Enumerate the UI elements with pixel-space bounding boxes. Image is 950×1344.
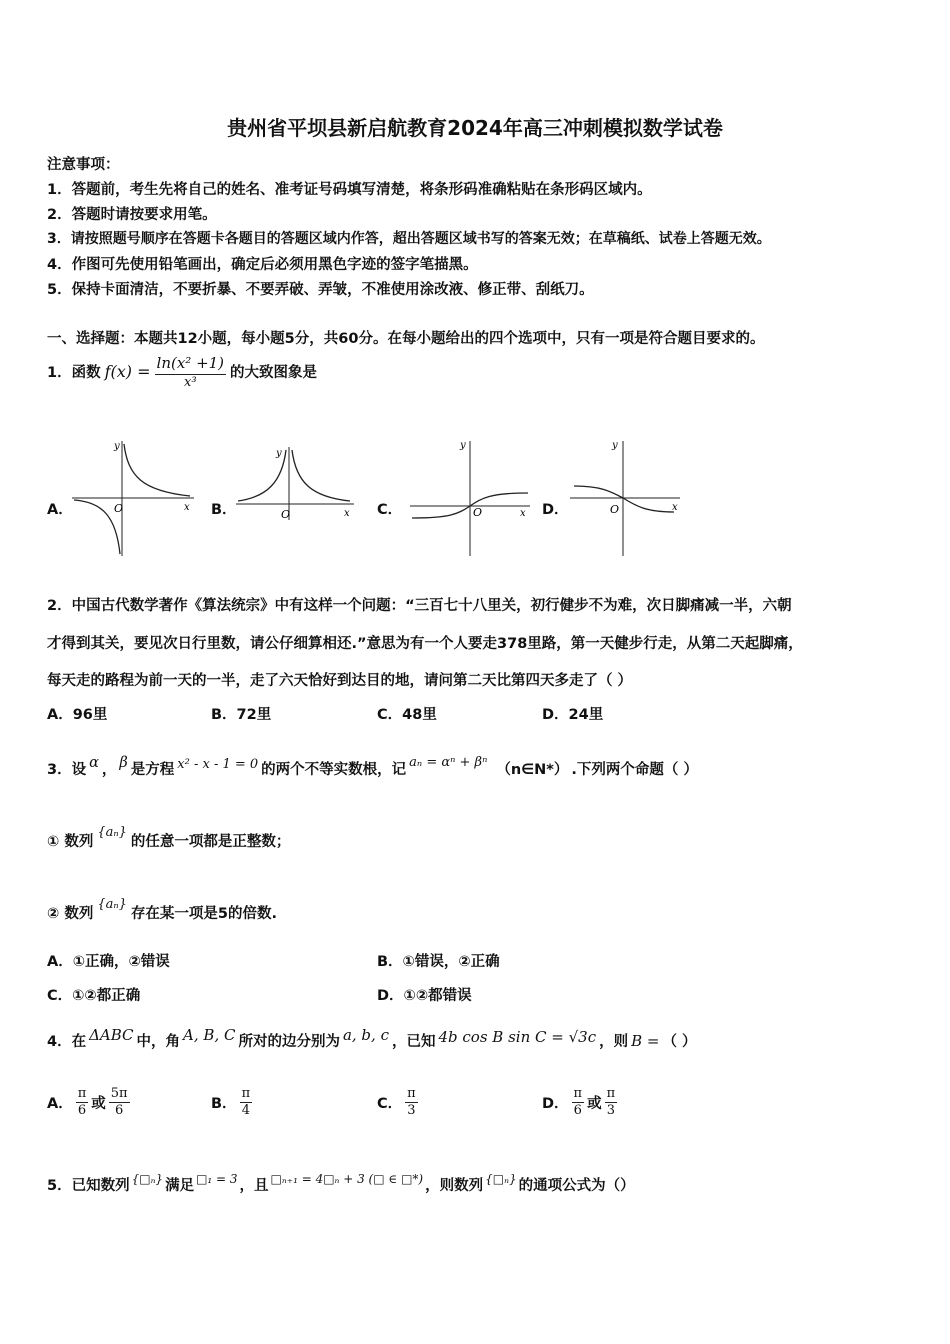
q3-p1-prefix: ① 数列 [47,834,94,850]
q4-option-b [211,1086,252,1119]
question-3 [47,754,698,779]
q4-suffix1: ，则 [599,1034,629,1050]
q3-p1-suffix: 的任意一项都是正整数； [130,834,291,850]
notes-heading: 注意事项： [47,157,120,173]
q4-option-b-label: B． [211,1096,237,1112]
q3-p2-prefix: ② 数列 [47,906,94,922]
q4-b-frac [240,1086,253,1119]
q4-mid1: 中，角 [136,1034,181,1050]
q5-mid2: ，且 [239,1178,269,1194]
q4-d-or: 或 [587,1096,602,1112]
q3-sequence-def: aₙ = αⁿ + βⁿ [409,755,488,770]
q4-a-frac2 [109,1086,130,1119]
q3-option-a: A．①正确，②错误 [47,954,170,970]
q4-sides: a, b, c [342,1025,389,1044]
frac-numerator: π [606,1086,616,1101]
q5-initial: □₁ = 3 [196,1171,238,1186]
question-4 [47,1025,697,1051]
axis-y-label: y [460,440,466,451]
q1-numerator: ln(x² +1) [155,352,227,375]
frac-denominator: 4 [241,1103,250,1118]
q1-denominator: x³ [184,375,197,390]
q1-suffix: 的大致图象是 [230,365,318,381]
q3-option-c: C．①②都正确 [47,988,141,1004]
q3-equation: x² - x - 1 = 0 [177,757,259,772]
q1-graph-d [570,436,682,558]
axis-origin-label: O [473,506,483,519]
q4-suffix2: （ ） [662,1034,697,1050]
q4-option-c [377,1086,418,1119]
frac-numerator: π [241,1086,251,1101]
q1-graph-b [236,442,356,522]
frac-denominator: 6 [115,1103,124,1118]
frac-denominator: 6 [573,1103,582,1118]
axis-origin-label: O [114,502,124,515]
q3-sep: ， [101,762,117,778]
q4-option-a [47,1086,130,1119]
q1-option-c-label: C． [377,502,403,518]
q4-angles: A, B, C [183,1025,236,1044]
frac-numerator: 5π [110,1086,128,1101]
axis-x-label: x [344,508,350,519]
axis-y-label: y [276,448,282,459]
q4-c-frac [405,1086,418,1119]
q2-option-a: A．96里 [47,707,108,723]
q5-suffix: 的通项公式为（） [518,1178,635,1194]
q4-d-frac2 [605,1086,618,1119]
q4-option-d-label: D． [542,1096,569,1112]
axis-x-label: x [520,508,526,519]
axis-origin-label: O [610,503,620,516]
q4-mid2: 所对的边分别为 [238,1034,340,1050]
q1-option-d-label: D． [542,502,569,518]
q3-p1-sequence: {aₙ} [97,825,127,840]
q5-mid1: 满足 [165,1178,195,1194]
note-item: 5．保持卡面清洁，不要折暴、不要弄破、弄皱，不准使用涂改液、修正带、刮纸刀。 [47,282,594,298]
q3-mid1: 是方程 [130,762,175,778]
axis-y-label: y [114,441,120,452]
q2-line: 每天走的路程为前一天的一半，走了六天恰好到达目的地，请问第二天比第四天多走了（ ） [47,673,633,689]
q3-suffix: .下列两个命题（ ） [571,762,698,778]
q4-option-a-label: A． [47,1096,73,1112]
q3-prefix: 3．设 [47,762,87,778]
q1-option-b-label: B． [211,502,237,518]
q3-option-d: D．①②都错误 [377,988,472,1004]
q4-prefix: 4．在 [47,1034,87,1050]
question-5 [47,1171,635,1195]
frac-numerator: π [573,1086,583,1101]
q5-prefix: 5．已知数列 [47,1178,130,1194]
note-item: 3．请按照题号顺序在答题卡各题目的答题区域内作答，超出答题区域书写的答案无效；在草稿纸、试卷上答题无效。 [47,231,771,247]
q2-line: 2．中国古代数学著作《算法统宗》中有这样一个问题：“三百七十八里关，初行健步不为难，次日脚痛减一半，六朝 [47,598,792,614]
q3-option-b: B．①错误，②正确 [377,954,500,970]
note-item: 2．答题时请按要求用笔。 [47,207,217,223]
q4-option-c-label: C． [377,1096,403,1112]
q4-a-or: 或 [91,1096,106,1112]
q4-b-symbol: B = [631,1031,660,1050]
frac-denominator: 6 [77,1103,87,1118]
axis-origin-label: O [281,508,291,521]
q2-option-d: D．24里 [542,707,604,723]
q1-option-a-label: A． [47,502,73,518]
q1-graph-a [72,436,197,558]
q5-sequence-2: {□ₙ} [485,1171,517,1186]
page-title: 贵州省平坝县新启航教育2024年高三冲刺模拟数学试卷 [227,116,723,140]
frac-numerator: π [407,1086,416,1101]
q3-alpha: α [89,754,99,771]
q5-recurrence: □ₙ₊₁ = 4□ₙ + 3 (□ ∈ □*) [270,1171,424,1186]
q4-triangle: ΔABC [89,1025,134,1044]
q3-beta: β [119,754,128,771]
q3-p2-sequence: {aₙ} [97,897,127,912]
q3-proposition-2 [47,897,277,923]
q4-mid3: ，已知 [391,1034,436,1050]
q4-condition: 4b cos B sin C = √3c [438,1027,597,1046]
frac-numerator: π [77,1086,87,1101]
section-heading: 一、选择题：本题共12小题，每小题5分，共60分。在每小题给出的四个选项中，只有一项是符合题目要求的。 [47,331,765,347]
frac-denominator: 3 [407,1103,416,1118]
axis-y-label: y [612,440,618,451]
note-item: 4．作图可先使用铅笔画出，确定后必须用黑色字迹的签字笔描黑。 [47,257,478,273]
q3-p2-suffix: 存在某一项是5的倍数. [130,906,277,922]
q4-a-frac1 [76,1086,89,1119]
q5-sequence-1: {□ₙ} [131,1171,164,1186]
frac-denominator: 3 [606,1103,615,1118]
q2-option-b: B．72里 [211,707,272,723]
q4-option-d [542,1086,617,1119]
note-item: 1．答题前，考生先将自己的姓名、准考证号码填写清楚，将条形码准确粘贴在条形码区域内。 [47,182,652,198]
q1-func: f(x) = [104,362,151,381]
q3-condition: （n∈N*） [496,762,569,778]
q2-line: 才得到其关，要见次日行里数，请公仔细算相还.”意思为有一个人要走378里路，第一天健步行走，从第二天起脚痛， [47,636,803,652]
q5-mid3: ，则数列 [425,1178,484,1194]
q4-d-frac1 [572,1086,585,1119]
axis-x-label: x [672,502,678,513]
q1-prefix: 1．函数 [47,365,101,381]
q3-mid2: 的两个不等实数根，记 [261,762,407,778]
q1-graph-c [410,436,532,558]
q3-proposition-1 [47,825,291,851]
q1-fraction [155,352,227,391]
q2-option-c: C．48里 [377,707,437,723]
axis-x-label: x [184,502,190,513]
question-1 [47,352,317,391]
